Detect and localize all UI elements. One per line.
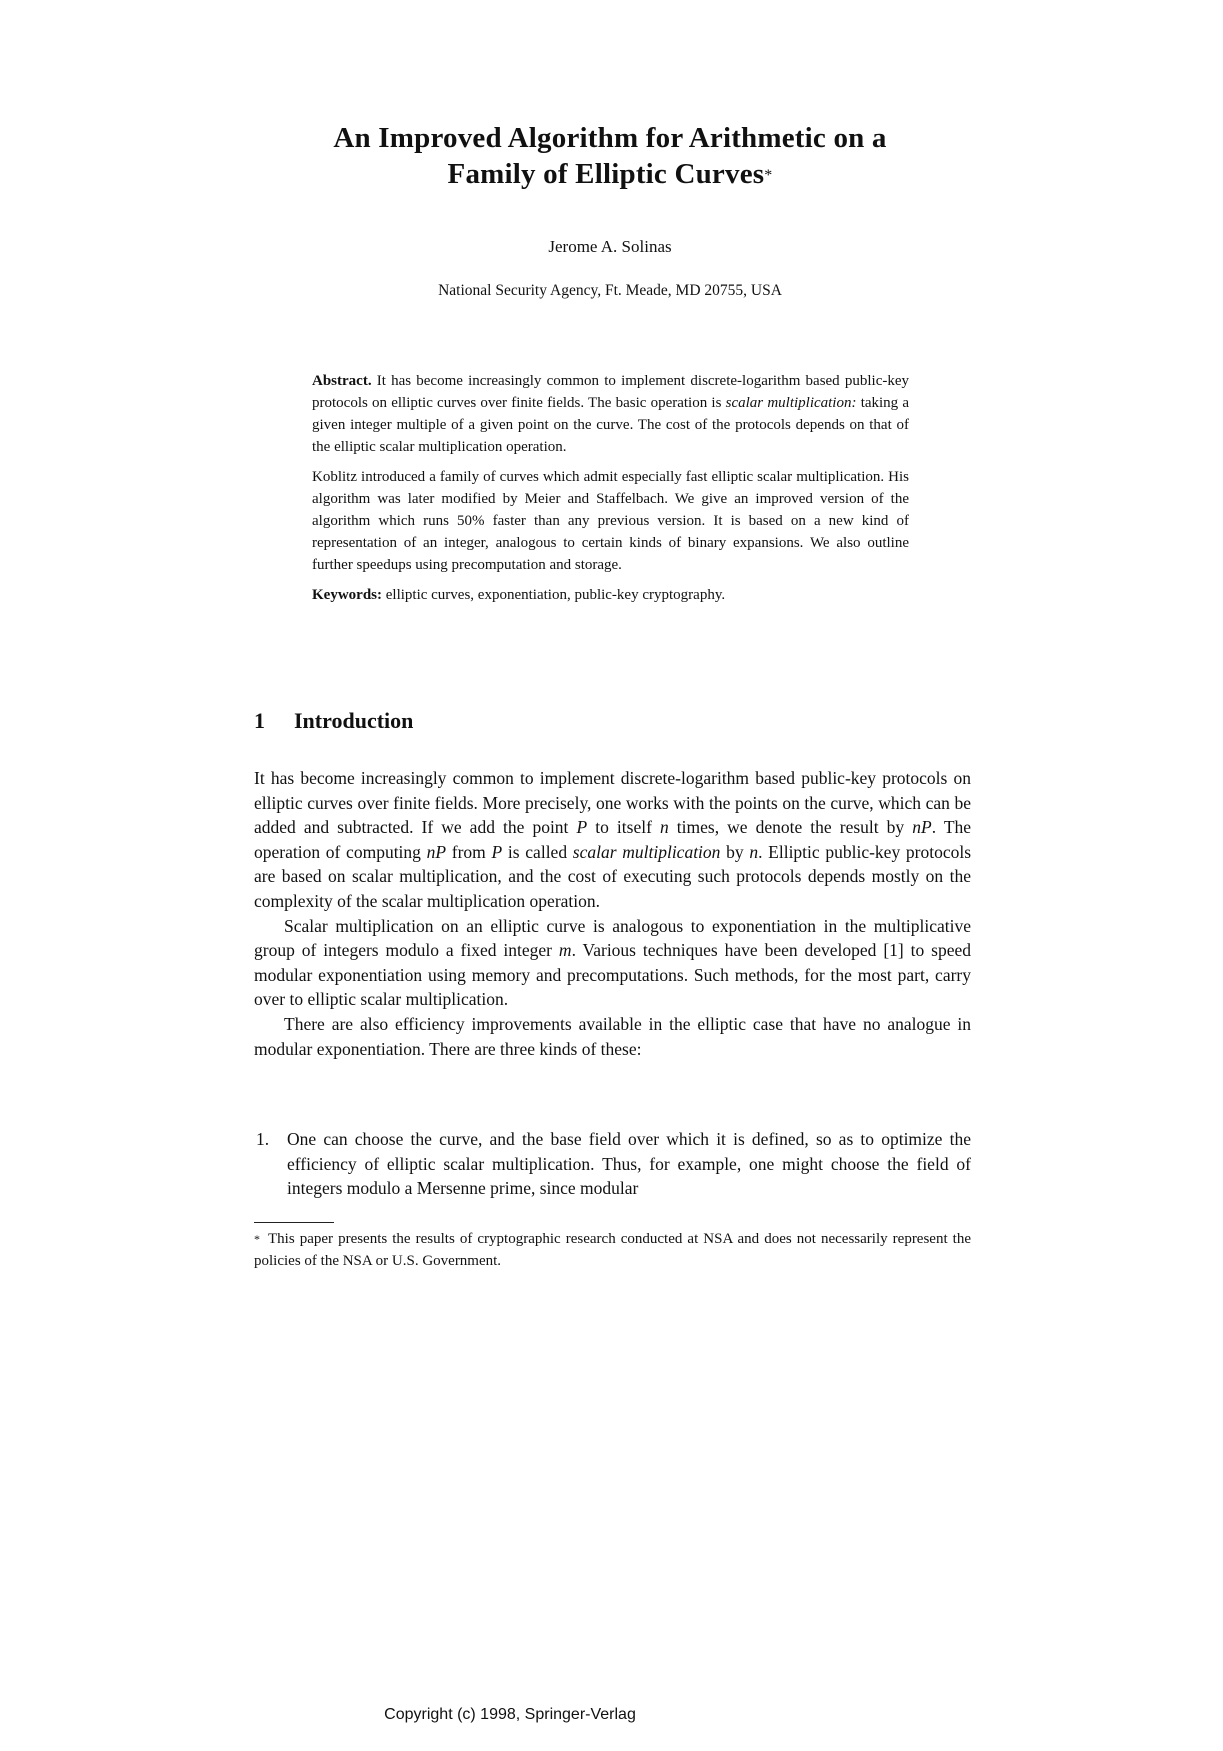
abstract-paragraph-1	[312, 370, 909, 458]
title-line-2	[240, 156, 980, 192]
math-var: n	[749, 841, 759, 862]
abstract	[312, 370, 909, 614]
author-affiliation: National Security Agency, Ft. Meade, MD 20755, USA	[438, 282, 782, 299]
math-var: P	[576, 817, 588, 838]
author-name: Jerome A. Solinas	[548, 237, 672, 256]
math-var: n	[659, 817, 669, 838]
keywords-list: elliptic curves, exponentiation, public-key cryptography.	[385, 587, 726, 603]
body-text: . Elliptic public-key protocols are based on scalar multiplication, and the cost of executing such protocols depends mostly on the complexity of the scalar multiplication operation.	[254, 841, 972, 911]
section-number: 1	[254, 708, 265, 733]
title-line-1: An Improved Algorithm for Arithmetic on a	[333, 122, 887, 154]
enumerated-list	[254, 1127, 971, 1201]
body-paragraph-2	[254, 914, 971, 1012]
abstract-text: taking a given integer multiple of a given point on the curve. The cost of the protocols depends on that of the elliptic scalar multiplication operation.	[312, 395, 910, 455]
body-text: It has become increasingly common to implement discrete-logarithm based public-key protocols on elliptic curves over finite fields. More precisely, one works with the points on the curve, which can be added and subtracted. If we add the point	[254, 768, 971, 838]
footnote	[254, 1228, 971, 1272]
keywords-label: Keywords:	[312, 587, 382, 603]
body-text: times, we denote the result by	[676, 817, 905, 838]
body-text: . The operation of computing	[254, 817, 972, 862]
abstract-emphasis: scalar multiplication:	[725, 395, 857, 411]
list-marker: 1.	[256, 1129, 270, 1149]
body-paragraph-3: There are also efficiency improvements available in the elliptic case that have no analogue in modular exponentiation. There are three kinds of these:	[254, 1013, 971, 1059]
math-var: P	[491, 841, 503, 862]
paper-title	[240, 120, 980, 192]
list-item-text: One can choose the curve, and the base field over which it is defined, so as to optimize the efficiency of elliptic scalar multiplication. Thus, for example, one might choose the field of integers modulo a Mersenne prime, since modular	[287, 1129, 971, 1199]
body-text: . Various techniques have been developed [1] to speed modular exponentiation using memory and precomputations. Such methods, for the most part, carry over to elliptic scalar multiplication.	[254, 940, 971, 1010]
list-item	[254, 1127, 971, 1201]
emphasis: scalar multiplication	[572, 841, 721, 862]
footnote-mark: *	[254, 1232, 260, 1246]
keywords	[312, 584, 909, 606]
title-footnote-mark: *	[764, 167, 773, 184]
body-text: is called	[507, 841, 568, 862]
introduction-body	[254, 766, 971, 1061]
math-var: nP	[912, 817, 932, 838]
body-text: from	[451, 841, 486, 862]
copyright-notice: Copyright (c) 1998, Springer-Verlag	[384, 1706, 636, 1723]
section-heading-introduction	[254, 708, 413, 734]
body-text: to itself	[595, 817, 652, 838]
body-text: Scalar multiplication on an elliptic curve is analogous to exponentiation in the multiplicative group of integers modulo a fixed integer	[254, 915, 971, 961]
body-text: by	[726, 841, 744, 862]
title-line-2-text: Family of Elliptic Curves	[447, 158, 765, 190]
math-var: m	[558, 940, 572, 961]
footnote-divider	[254, 1222, 334, 1223]
math-var: nP	[426, 841, 447, 862]
body-paragraph-1	[254, 766, 971, 914]
abstract-paragraph-2: Koblitz introduced a family of curves which admit especially fast elliptic scalar multiplication. His algorithm was later modified by Meier and Staffelbach. We give an improved version of the algorithm which runs 50% faster than any previous version. It is based on a new kind of representation of an integer, analogous to certain kinds of binary expansions. We also outline further speedups using precomputation and storage.	[312, 469, 909, 573]
section-title: Introduction	[294, 708, 414, 733]
footnote-text: This paper presents the results of cryptographic research conducted at NSA and does not necessarily represent the policies of the NSA or U.S. Government.	[254, 1231, 971, 1269]
abstract-text: It has become increasingly common to implement discrete-logarithm based public-key protocols on elliptic curves over finite fields. The basic operation is	[312, 373, 910, 411]
abstract-label: Abstract.	[312, 373, 372, 389]
